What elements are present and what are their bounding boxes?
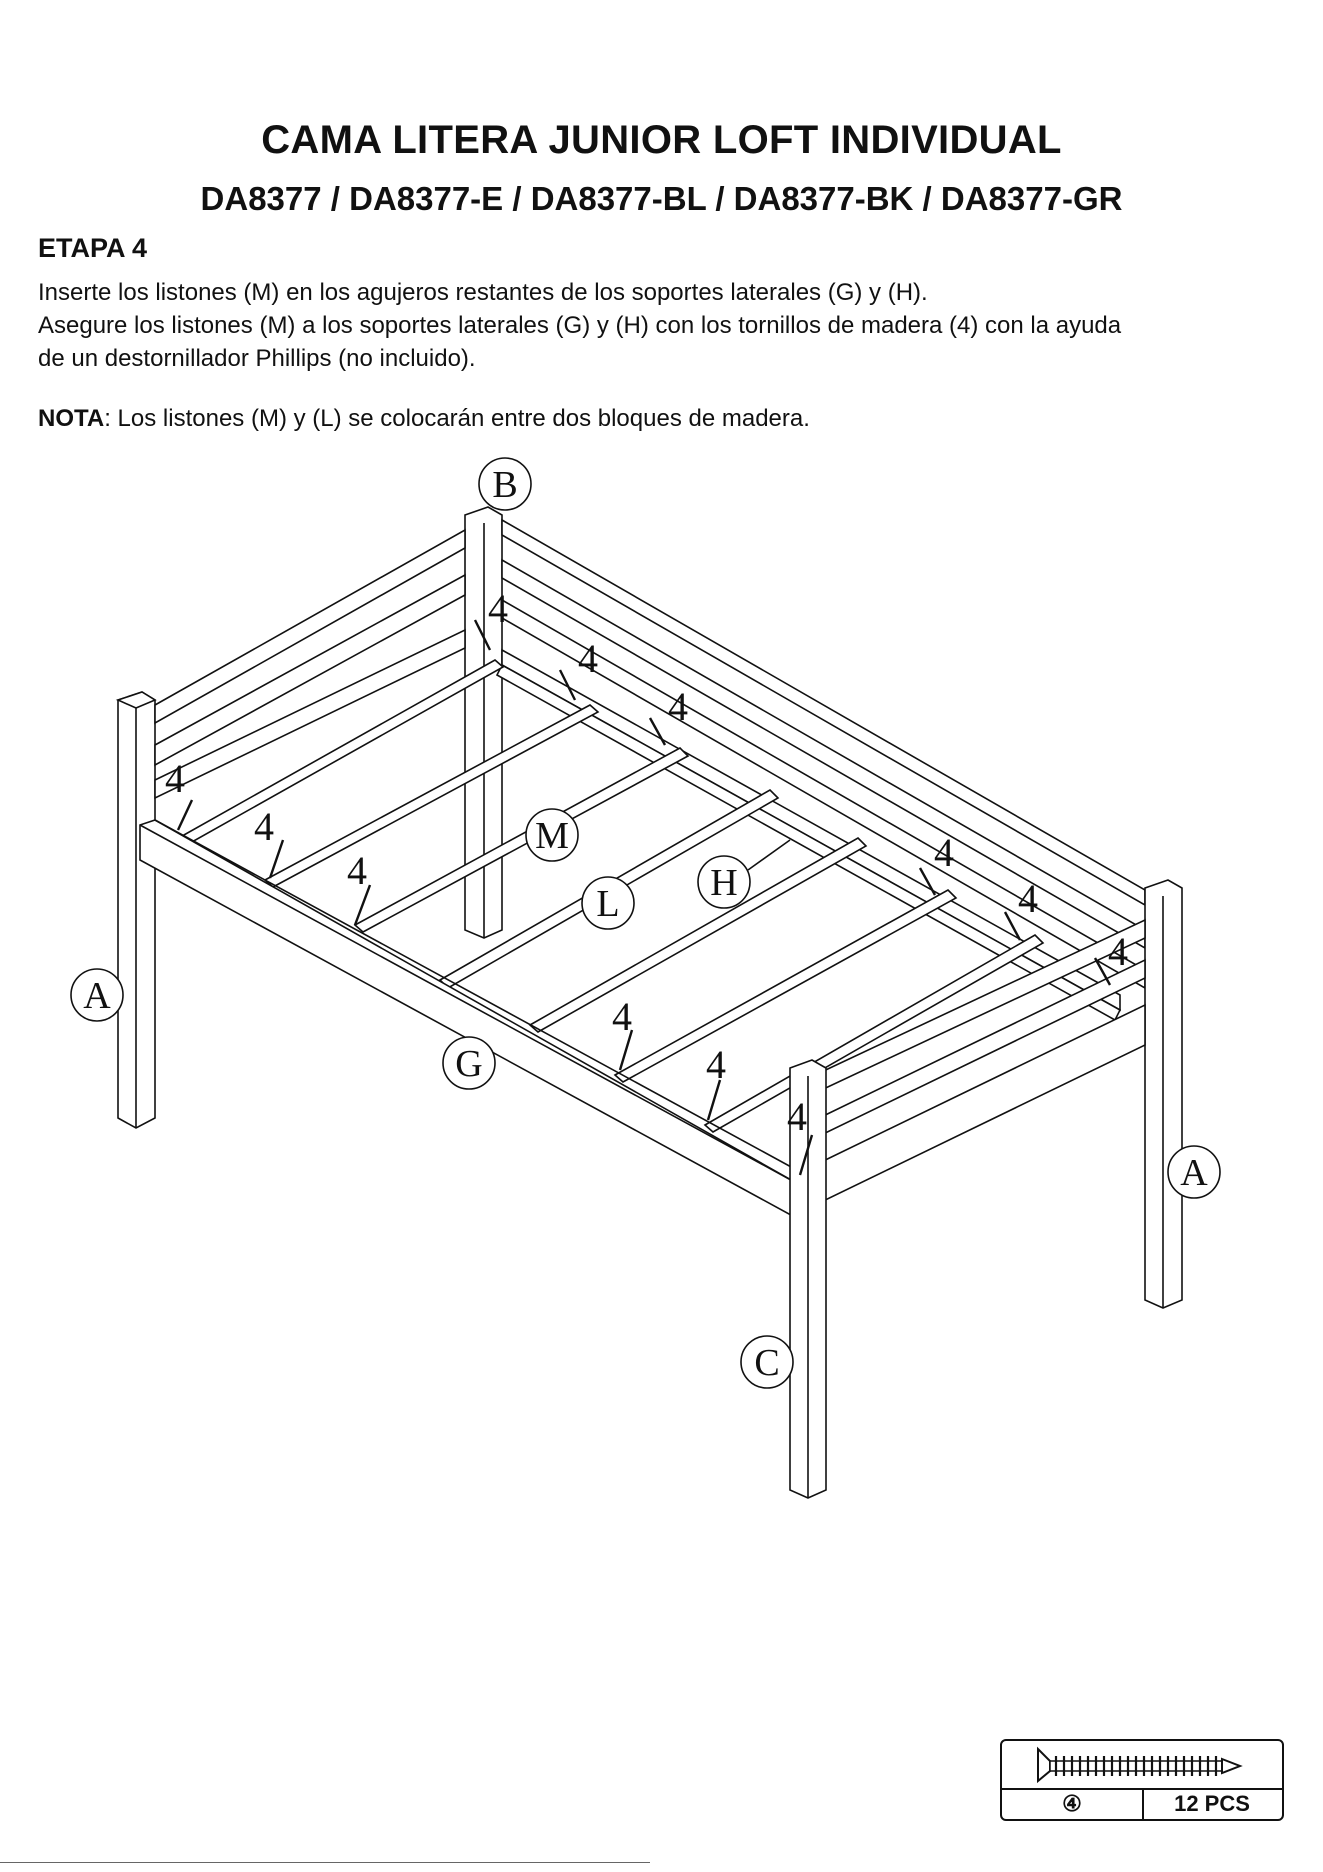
part-label-b: [479, 458, 531, 510]
note-text: : Los listones (M) y (L) se colocarán entre dos bloques de madera.: [104, 405, 810, 432]
assembly-diagram: [0, 450, 1323, 1530]
part-label-a-right-text: A: [1180, 1152, 1208, 1194]
part-label-m-text: M: [535, 815, 569, 857]
screw-label: 4: [706, 1042, 726, 1087]
footer-line: [0, 1862, 650, 1863]
part-label-b-text: B: [492, 464, 518, 506]
screw-label: 4: [787, 1094, 807, 1139]
screw-label: 4: [347, 848, 367, 893]
note-label: NOTA: [38, 405, 105, 432]
post-a-left: [118, 692, 155, 1128]
screw-label: 4: [165, 756, 185, 801]
part-label-g-text: G: [455, 1043, 483, 1085]
model-numbers: DA8377 / DA8377-E / DA8377-BL / DA8377-BK / DA8377-GR: [200, 180, 1123, 217]
hardware-part-number: ④: [1062, 1791, 1082, 1816]
hardware-quantity: 12 PCS: [1174, 1791, 1250, 1816]
screw-label: 4: [254, 804, 274, 849]
part-label-l: [582, 877, 634, 929]
screw-label: 4: [668, 684, 688, 729]
post-a-right: [1145, 880, 1182, 1308]
step-instructions: [38, 276, 1288, 375]
part-label-g: [443, 1037, 495, 1089]
instruction-line-3: de un destornillador Phillips (no incluido).: [38, 345, 476, 372]
screw-label: 4: [488, 586, 508, 631]
part-label-h-text: H: [710, 862, 738, 904]
foot-rails: [815, 920, 1145, 1205]
screw-label: 4: [1108, 929, 1128, 974]
hardware-box: [1000, 1739, 1284, 1821]
part-label-a-right: [1168, 1146, 1220, 1198]
document-title: CAMA LITERA JUNIOR LOFT INDIVIDUAL: [261, 118, 1062, 162]
step-label: ETAPA 4: [38, 233, 148, 263]
instruction-line-1: Inserte los listones (M) en los agujeros restantes de los soportes laterales (G) y (H).: [38, 279, 928, 306]
part-label-a-left-text: A: [83, 975, 111, 1017]
part-label-l-text: L: [596, 883, 620, 925]
part-label-a-left: [71, 969, 123, 1021]
screw-label: 4: [612, 994, 632, 1039]
instruction-line-2: Asegure los listones (M) a los soportes laterales (G) y (H) con los tornillos de madera (4) con la ayuda: [38, 312, 1122, 339]
screw-label: 4: [1018, 876, 1038, 921]
part-label-c: [741, 1336, 793, 1388]
part-label-c-text: C: [754, 1342, 780, 1384]
wood-screw-icon: [1002, 1741, 1282, 1789]
note: [38, 405, 810, 433]
screw-label: 4: [934, 830, 954, 875]
screw-label: 4: [578, 636, 598, 681]
part-label-m: [526, 809, 578, 861]
